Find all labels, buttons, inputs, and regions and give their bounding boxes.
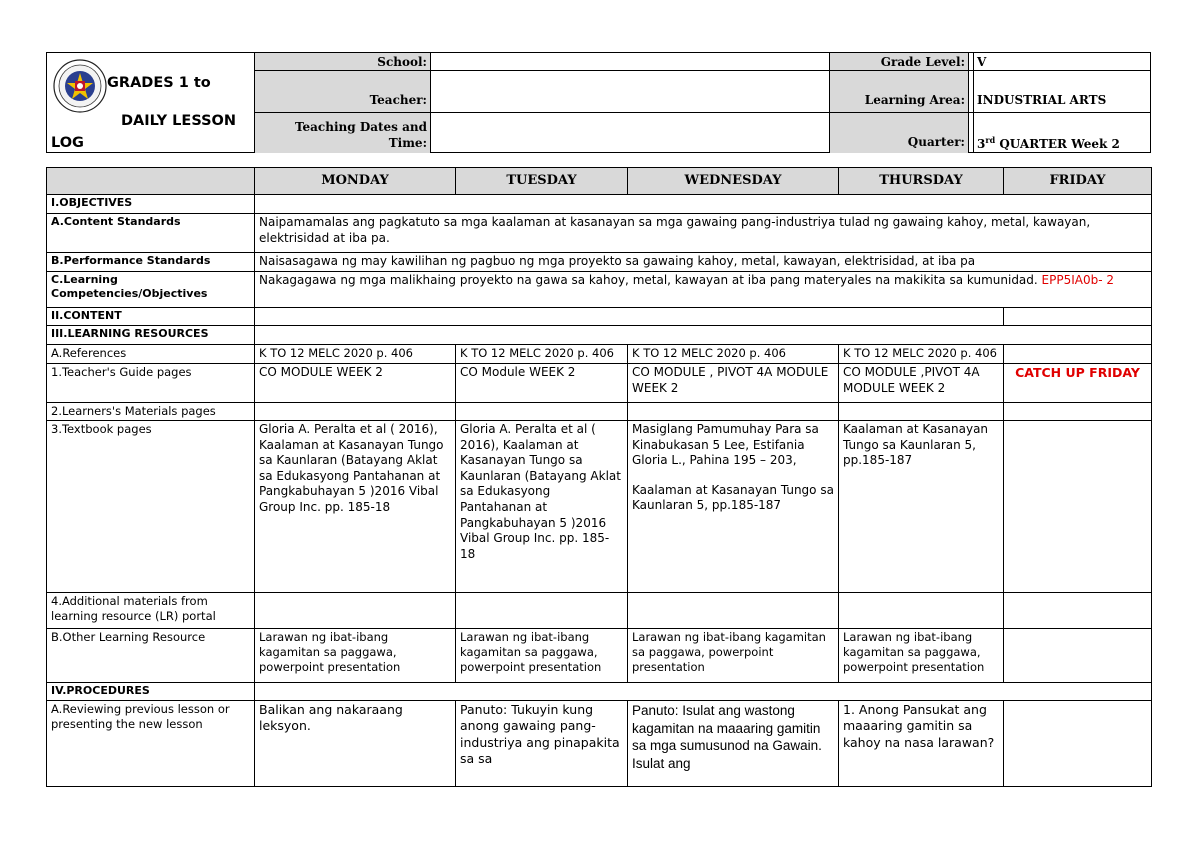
- content-row: [47, 308, 1152, 326]
- procedures-row: [47, 683, 1152, 701]
- quarter-week: QUARTER Week 2: [995, 137, 1120, 151]
- additional-label-line2: learning resource (LR) portal: [51, 608, 216, 623]
- lm-monday[interactable]: [255, 403, 456, 421]
- competencies-cell[interactable]: [255, 272, 1152, 308]
- review-label: A.Reviewing previous lesson or presenting the new lesson: [47, 701, 255, 787]
- content-cell-mon-thu[interactable]: [255, 308, 1004, 326]
- textbook-thursday[interactable]: Kaalaman at Kasanayan Tungo sa Kaunlaran 5, pp.185-187: [839, 421, 1004, 593]
- header-block: [46, 52, 1151, 153]
- content-cell-fri[interactable]: [1004, 308, 1152, 326]
- performance-standards-row: [47, 253, 1152, 272]
- textbook-pages-row: [47, 421, 1152, 593]
- day-friday: FRIDAY: [1004, 168, 1152, 195]
- header-rule-2: [255, 112, 1151, 113]
- title-grades: GRADES 1 to: [107, 75, 211, 91]
- dates-label: [259, 119, 427, 151]
- objectives-row: [47, 195, 1152, 214]
- review-monday[interactable]: Balikan ang nakaraang leksyon.: [255, 701, 456, 787]
- school-label: School:: [377, 55, 427, 69]
- additional-tuesday[interactable]: [456, 593, 628, 629]
- review-row: [47, 701, 1152, 787]
- other-tuesday[interactable]: Larawan ng ibat-ibang kagamitan sa paggawa, powerpoint presentation: [456, 629, 628, 683]
- content-heading: II.CONTENT: [47, 308, 255, 326]
- learners-materials-label: 2.Learners's Materials pages: [47, 403, 255, 421]
- additional-label-line1: 4.Additional materials from: [51, 594, 208, 608]
- additional-materials-label: [47, 593, 255, 629]
- procedures-cell[interactable]: [255, 683, 1152, 701]
- learners-materials-row: [47, 403, 1152, 421]
- other-resources-label: B.Other Learning Resource: [47, 629, 255, 683]
- review-wednesday[interactable]: Panuto: Isulat ang wastong kagamitan na maaaring gamitin sa mga sumusunod na Gawain. Isulat ang: [628, 701, 839, 787]
- tg-wednesday[interactable]: CO MODULE , PIVOT 4A MODULE WEEK 2: [628, 364, 839, 403]
- objectives-cell[interactable]: [255, 195, 1152, 214]
- other-thursday[interactable]: Larawan ng ibat-ibang kagamitan sa paggawa, powerpoint presentation: [839, 629, 1004, 683]
- review-tuesday[interactable]: Panuto: Tukuyin kung anong gawaing pang-industriya ang pinapakita sa sa: [456, 701, 628, 787]
- additional-friday[interactable]: [1004, 593, 1152, 629]
- competencies-label-line1: C.Learning: [51, 273, 118, 286]
- performance-standards-text[interactable]: Naisasagawa ng may kawilihan ng pagbuo ng mga proyekto sa gawaing kahoy, metal, kawayan, elektrisidad, at iba pa: [255, 253, 1152, 272]
- review-thursday[interactable]: 1. Anong Pansukat ang maaaring gamitin sa kahoy na nasa larawan?: [839, 701, 1004, 787]
- content-standards-label: A.Content Standards: [47, 214, 255, 253]
- references-row: [47, 345, 1152, 364]
- day-tuesday: TUESDAY: [456, 168, 628, 195]
- other-wednesday[interactable]: Larawan ng ibat-ibang kagamitan sa paggawa, powerpoint presentation: [628, 629, 839, 683]
- content-standards-row: [47, 214, 1152, 253]
- day-monday: MONDAY: [255, 168, 456, 195]
- lm-friday[interactable]: [1004, 403, 1152, 421]
- references-wednesday[interactable]: K TO 12 MELC 2020 p. 406: [628, 345, 839, 364]
- catch-up-friday[interactable]: CATCH UP FRIDAY: [1004, 364, 1152, 403]
- day-thursday: THURSDAY: [839, 168, 1004, 195]
- lesson-table-wrapper: [46, 167, 1151, 793]
- textbook-tuesday[interactable]: Gloria A. Peralta et al ( 2016), Kaalaman at Kasanayan Tungo sa Kaunlaran (Batayang Aklat sa Edukasyong Pantahanan at Pangkabuhayan 5 )2016 Vibal Group Inc. pp. 185-18: [456, 421, 628, 593]
- competencies-label: [47, 272, 255, 308]
- references-friday[interactable]: [1004, 345, 1152, 364]
- quarter-value: [977, 135, 1149, 151]
- textbook-pages-label: 3.Textbook pages: [47, 421, 255, 593]
- competency-code: EPP5IA0b- 2: [1041, 273, 1115, 287]
- performance-standards-label: B.Performance Standards: [47, 253, 255, 272]
- quarter-suffix: rd: [985, 135, 996, 145]
- tg-tuesday[interactable]: CO Module WEEK 2: [456, 364, 628, 403]
- tg-monday[interactable]: CO MODULE WEEK 2: [255, 364, 456, 403]
- other-friday[interactable]: [1004, 629, 1152, 683]
- lm-tuesday[interactable]: [456, 403, 628, 421]
- quarter-number: 3: [977, 137, 986, 151]
- textbook-friday[interactable]: [1004, 421, 1152, 593]
- grade-level-value: V: [977, 55, 987, 69]
- deped-seal-icon: [53, 59, 107, 113]
- objectives-heading: I.OBJECTIVES: [47, 195, 255, 214]
- other-monday[interactable]: Larawan ng ibat-ibang kagamitan sa paggawa, powerpoint presentation: [255, 629, 456, 683]
- corner-cell: [47, 168, 255, 195]
- logo-title-cell: [47, 53, 255, 152]
- lesson-table: [46, 167, 1152, 787]
- references-label: A.References: [47, 345, 255, 364]
- additional-thursday[interactable]: [839, 593, 1004, 629]
- lm-thursday[interactable]: [839, 403, 1004, 421]
- competencies-label-line2: Competencies/Objectives: [51, 287, 208, 301]
- content-standards-text[interactable]: Naipamamalas ang pagkatuto sa mga kaalaman at kasanayan sa mga gawaing pang-industriya tulad ng gawaing kahoy, metal, kawayan, elektrisidad at iba pa.: [255, 214, 1152, 253]
- days-header-row: [47, 168, 1152, 195]
- references-monday[interactable]: K TO 12 MELC 2020 p. 406: [255, 345, 456, 364]
- quarter-label: Quarter:: [907, 135, 965, 149]
- tg-thursday[interactable]: CO MODULE ,PIVOT 4A MODULE WEEK 2: [839, 364, 1004, 403]
- title-daily-lesson: DAILY LESSON: [121, 113, 237, 129]
- procedures-heading: IV.PROCEDURES: [47, 683, 255, 701]
- other-resources-row: [47, 629, 1152, 683]
- learning-area-value: INDUSTRIAL ARTS: [977, 93, 1107, 107]
- teacher-label: Teacher:: [369, 93, 427, 107]
- lm-wednesday[interactable]: [628, 403, 839, 421]
- additional-wednesday[interactable]: [628, 593, 839, 629]
- references-thursday[interactable]: K TO 12 MELC 2020 p. 406: [839, 345, 1004, 364]
- grade-level-label: Grade Level:: [880, 55, 965, 69]
- review-friday[interactable]: [1004, 701, 1152, 787]
- textbook-wednesday-source-1: Masiglang Pamumuhay Para sa Kinabukasan 5 Lee, Estifania Gloria L., Pahina 195 – 203,: [632, 422, 819, 468]
- textbook-wednesday-source-2: Kaalaman at Kasanayan Tungo sa Kaunlaran 5, pp.185-187: [632, 482, 834, 513]
- teachers-guide-label: 1.Teacher's Guide pages: [47, 364, 255, 403]
- day-wednesday: WEDNESDAY: [628, 168, 839, 195]
- teachers-guide-row: [47, 364, 1152, 403]
- textbook-wednesday[interactable]: [628, 421, 839, 593]
- header-divider: [973, 53, 974, 153]
- references-tuesday[interactable]: K TO 12 MELC 2020 p. 406: [456, 345, 628, 364]
- title-log: LOG: [51, 135, 84, 151]
- header-rule-1: [255, 70, 1151, 71]
- dates-label-line2: Time:: [388, 136, 427, 150]
- textbook-monday[interactable]: Gloria A. Peralta et al ( 2016), Kaalaman at Kasanayan Tungo sa Kaunlaran (Batayang Aklat sa Edukasyong Pantahanan at Pangkabuhayan 5 )2016 Vibal Group Inc. pp. 185-18: [255, 421, 456, 593]
- learning-area-label: Learning Area:: [864, 93, 965, 107]
- competencies-row: [47, 272, 1152, 308]
- learning-resources-cell[interactable]: [255, 326, 1152, 345]
- competencies-text: Nakagagawa ng mga malikhaing proyekto na gawa sa kahoy, metal, kawayan at iba pang materyales na makikita sa kumunidad.: [259, 273, 1038, 287]
- additional-materials-row: [47, 593, 1152, 629]
- learning-resources-row: [47, 326, 1152, 345]
- learning-resources-heading: III.LEARNING RESOURCES: [47, 326, 255, 345]
- dates-label-line1: Teaching Dates and: [294, 120, 427, 134]
- additional-monday[interactable]: [255, 593, 456, 629]
